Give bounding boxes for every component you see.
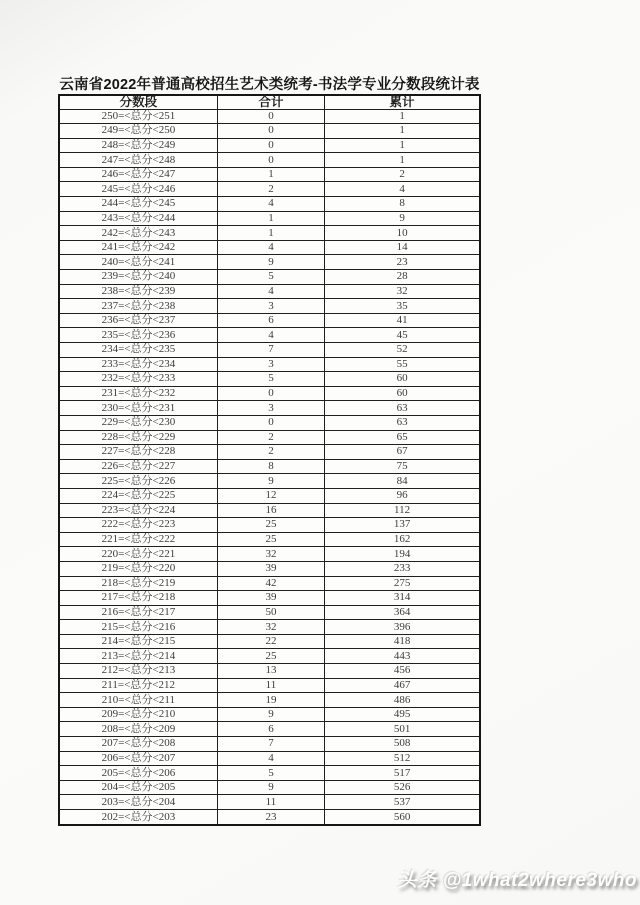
table-row [59,693,480,708]
count-cell: 1 [217,167,324,182]
table-row [59,532,480,547]
cumulative-cell: 418 [325,634,480,649]
table-row [59,372,480,387]
count-cell: 25 [217,649,324,664]
score-range-cell: 203=<总分<204 [59,795,217,810]
cumulative-cell: 1 [325,153,480,168]
table-row [59,634,480,649]
cumulative-cell: 137 [325,518,480,533]
cumulative-cell: 45 [325,328,480,343]
score-range-cell: 223=<总分<224 [59,503,217,518]
cumulative-cell: 55 [325,357,480,372]
cumulative-cell: 1 [325,138,480,153]
count-cell: 7 [217,737,324,752]
count-cell: 39 [217,561,324,576]
score-range-cell: 247=<总分<248 [59,153,217,168]
cumulative-cell: 84 [325,474,480,489]
count-cell: 5 [217,372,324,387]
cumulative-cell: 501 [325,722,480,737]
score-range-cell: 210=<总分<211 [59,693,217,708]
table-row [59,795,480,810]
table-row [59,605,480,620]
count-cell: 22 [217,634,324,649]
score-table [58,94,481,826]
score-range-cell: 231=<总分<232 [59,386,217,401]
table-row [59,284,480,299]
score-range-cell: 220=<总分<221 [59,547,217,562]
count-cell: 7 [217,343,324,358]
table-row [59,313,480,328]
table-row [59,415,480,430]
cumulative-cell: 10 [325,226,480,241]
table-row [59,707,480,722]
count-cell: 8 [217,459,324,474]
cumulative-cell: 512 [325,751,480,766]
table-row [59,561,480,576]
count-cell: 11 [217,678,324,693]
table-row [59,737,480,752]
cumulative-cell: 96 [325,488,480,503]
cumulative-cell: 495 [325,707,480,722]
score-range-cell: 237=<总分<238 [59,299,217,314]
cumulative-cell: 517 [325,766,480,781]
cumulative-cell: 67 [325,445,480,460]
table-row [59,167,480,182]
score-range-cell: 240=<总分<241 [59,255,217,270]
score-range-cell: 226=<总分<227 [59,459,217,474]
count-cell: 5 [217,270,324,285]
count-cell: 0 [217,153,324,168]
count-cell: 4 [217,240,324,255]
score-range-cell: 229=<总分<230 [59,415,217,430]
count-cell: 39 [217,591,324,606]
cumulative-cell: 560 [325,810,480,826]
cumulative-cell: 63 [325,401,480,416]
count-cell: 2 [217,182,324,197]
score-range-cell: 212=<总分<213 [59,664,217,679]
count-cell: 11 [217,795,324,810]
score-range-cell: 239=<总分<240 [59,270,217,285]
score-range-cell: 243=<总分<244 [59,211,217,226]
cumulative-cell: 2 [325,167,480,182]
table-row [59,124,480,139]
table-row [59,445,480,460]
score-range-cell: 234=<总分<235 [59,343,217,358]
score-range-cell: 233=<总分<234 [59,357,217,372]
cumulative-cell: 60 [325,372,480,387]
watermark: 头条 @1what2where3who [397,870,637,891]
count-cell: 25 [217,518,324,533]
cumulative-cell: 41 [325,313,480,328]
table-row [59,270,480,285]
col-header-score-range: 分数段 [59,95,217,109]
score-range-cell: 208=<总分<209 [59,722,217,737]
count-cell: 0 [217,138,324,153]
score-range-cell: 241=<总分<242 [59,240,217,255]
cumulative-cell: 456 [325,664,480,679]
table-row [59,751,480,766]
score-range-cell: 228=<总分<229 [59,430,217,445]
score-range-cell: 250=<总分<251 [59,109,217,124]
count-cell: 9 [217,255,324,270]
cumulative-cell: 35 [325,299,480,314]
score-range-cell: 248=<总分<249 [59,138,217,153]
score-range-cell: 207=<总分<208 [59,737,217,752]
count-cell: 3 [217,357,324,372]
count-cell: 2 [217,430,324,445]
count-cell: 0 [217,415,324,430]
cumulative-cell: 162 [325,532,480,547]
score-range-cell: 211=<总分<212 [59,678,217,693]
score-range-cell: 230=<总分<231 [59,401,217,416]
score-range-cell: 232=<总分<233 [59,372,217,387]
score-range-cell: 219=<总分<220 [59,561,217,576]
table-row [59,182,480,197]
cumulative-cell: 396 [325,620,480,635]
count-cell: 3 [217,401,324,416]
count-cell: 42 [217,576,324,591]
cumulative-cell: 112 [325,503,480,518]
table-row [59,518,480,533]
count-cell: 5 [217,766,324,781]
cumulative-cell: 9 [325,211,480,226]
cumulative-cell: 364 [325,605,480,620]
cumulative-cell: 314 [325,591,480,606]
count-cell: 4 [217,284,324,299]
table-row [59,401,480,416]
score-range-cell: 221=<总分<222 [59,532,217,547]
table-row [59,766,480,781]
count-cell: 0 [217,386,324,401]
score-range-cell: 216=<总分<217 [59,605,217,620]
cumulative-cell: 537 [325,795,480,810]
header-row [59,95,480,109]
count-cell: 9 [217,707,324,722]
count-cell: 2 [217,445,324,460]
count-cell: 4 [217,197,324,212]
cumulative-cell: 32 [325,284,480,299]
cumulative-cell: 1 [325,109,480,124]
count-cell: 25 [217,532,324,547]
score-range-cell: 245=<总分<246 [59,182,217,197]
table-row [59,153,480,168]
count-cell: 6 [217,313,324,328]
score-range-cell: 244=<总分<245 [59,197,217,212]
table-row [59,474,480,489]
count-cell: 23 [217,810,324,826]
count-cell: 6 [217,722,324,737]
table-row [59,138,480,153]
count-cell: 1 [217,226,324,241]
table-row [59,226,480,241]
count-cell: 12 [217,488,324,503]
count-cell: 32 [217,547,324,562]
table-row [59,211,480,226]
table-row [59,343,480,358]
cumulative-cell: 65 [325,430,480,445]
cumulative-cell: 443 [325,649,480,664]
score-range-cell: 238=<总分<239 [59,284,217,299]
cumulative-cell: 8 [325,197,480,212]
cumulative-cell: 52 [325,343,480,358]
count-cell: 19 [217,693,324,708]
table-row [59,810,480,826]
cumulative-cell: 275 [325,576,480,591]
score-range-cell: 204=<总分<205 [59,780,217,795]
count-cell: 32 [217,620,324,635]
score-range-cell: 236=<总分<237 [59,313,217,328]
score-range-cell: 214=<总分<215 [59,634,217,649]
table-row [59,357,480,372]
table-row [59,386,480,401]
table-row [59,109,480,124]
score-range-cell: 235=<总分<236 [59,328,217,343]
cumulative-cell: 194 [325,547,480,562]
cumulative-cell: 14 [325,240,480,255]
count-cell: 0 [217,124,324,139]
score-range-cell: 205=<总分<206 [59,766,217,781]
score-range-cell: 209=<总分<210 [59,707,217,722]
cumulative-cell: 60 [325,386,480,401]
count-cell: 4 [217,328,324,343]
cumulative-cell: 467 [325,678,480,693]
cumulative-cell: 4 [325,182,480,197]
score-range-cell: 224=<总分<225 [59,488,217,503]
table-row [59,664,480,679]
score-range-cell: 225=<总分<226 [59,474,217,489]
count-cell: 16 [217,503,324,518]
score-range-cell: 202=<总分<203 [59,810,217,826]
table-row [59,328,480,343]
cumulative-cell: 508 [325,737,480,752]
col-header-cumulative: 累计 [325,95,480,109]
table-row [59,299,480,314]
score-range-cell: 242=<总分<243 [59,226,217,241]
score-range-cell: 218=<总分<219 [59,576,217,591]
table-row [59,591,480,606]
score-range-cell: 227=<总分<228 [59,445,217,460]
score-range-cell: 249=<总分<250 [59,124,217,139]
count-cell: 50 [217,605,324,620]
count-cell: 0 [217,109,324,124]
cumulative-cell: 23 [325,255,480,270]
score-range-cell: 215=<总分<216 [59,620,217,635]
cumulative-cell: 233 [325,561,480,576]
table-row [59,240,480,255]
cumulative-cell: 526 [325,780,480,795]
table-row [59,620,480,635]
table-row [59,678,480,693]
cumulative-cell: 1 [325,124,480,139]
cumulative-cell: 63 [325,415,480,430]
count-cell: 1 [217,211,324,226]
table-row [59,197,480,212]
score-range-cell: 246=<总分<247 [59,167,217,182]
cumulative-cell: 75 [325,459,480,474]
table-row [59,547,480,562]
score-range-cell: 213=<总分<214 [59,649,217,664]
table-row [59,488,480,503]
table-row [59,780,480,795]
count-cell: 9 [217,780,324,795]
count-cell: 4 [217,751,324,766]
table-row [59,255,480,270]
score-range-cell: 222=<总分<223 [59,518,217,533]
count-cell: 9 [217,474,324,489]
count-cell: 13 [217,664,324,679]
table-row [59,503,480,518]
col-header-count: 合计 [217,95,324,109]
table-row [59,430,480,445]
table-row [59,576,480,591]
count-cell: 3 [217,299,324,314]
table-row [59,649,480,664]
score-range-cell: 206=<总分<207 [59,751,217,766]
table-row [59,722,480,737]
cumulative-cell: 486 [325,693,480,708]
table-row [59,459,480,474]
page-title: 云南省2022年普通高校招生艺术类统考-书法学专业分数段统计表 [59,77,480,93]
score-range-cell: 217=<总分<218 [59,591,217,606]
cumulative-cell: 28 [325,270,480,285]
